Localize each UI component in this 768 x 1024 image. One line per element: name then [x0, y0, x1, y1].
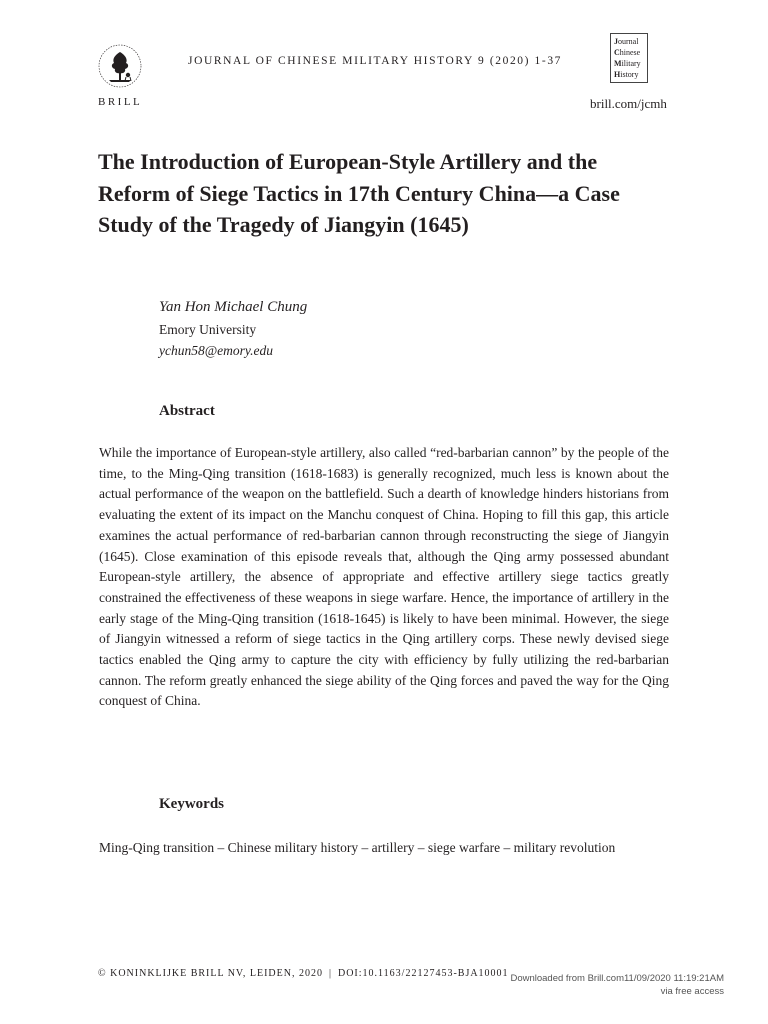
journal-logo-line-1: Journal: [614, 37, 639, 46]
journal-logo-line-3: Military: [614, 59, 641, 68]
abstract-text: While the importance of European-style artillery, also called “red-barbarian cannon” by the people of the time, to the Ming-Qing transition (1618-1683) is generally recognized, much less is known about the actual performance of the weapon on the battlefield. Such a dearth of knowledge hinders historians from evaluating the extent of its impact on the Manchu conquest of China. Hoping to fill this gap, this article examines the actual performance of red-barbarian cannon through reconstructing the siege of Jiangyin (1645). Close examination of this episode reveals that, although the Qing army possessed abundant European-style artillery, the absence of appropriate and effective artillery siege tactics greatly constrained the effectiveness of these weapons in siege warfare. Hence, the importance of artillery in the early stage of the Ming-Qing transition (1618-1645) is likely to have been minimal. However, the siege of Jiangyin witnessed a reform of siege tactics in the Qing artillery corps. These newly devised siege tactics enabled the Qing army to capture the city with efficiency by fully utilizing the red-barbarian cannon. The reform greatly enhanced the siege ability of the Qing forces and paved the way for the Qing conquest of China.: [99, 445, 669, 709]
author-affiliation: Emory University: [159, 322, 257, 337]
footer-copyright-doi: [98, 968, 509, 979]
footer-separator: |: [328, 968, 332, 979]
journal-logo-line-4: History: [614, 70, 639, 79]
brill-wordmark: BRILL: [98, 96, 143, 108]
running-head: JOURNAL OF CHINESE MILITARY HISTORY 9 (2020) 1-37: [188, 55, 563, 67]
abstract-heading: Abstract: [159, 403, 215, 419]
brill-logo-icon: [95, 43, 145, 89]
keywords-heading: Keywords: [159, 796, 224, 812]
doi-text[interactable]: DOI:10.1163/22127453-BJA10001: [337, 968, 509, 979]
author-name: Yan Hon Michael Chung: [159, 299, 308, 315]
author-email[interactable]: ychun58@emory.edu: [159, 343, 274, 358]
journal-site-link[interactable]: brill.com/jcmh: [590, 96, 667, 111]
access-note: via free access: [660, 986, 724, 997]
article-title: The Introduction of European-Style Artillery and the Reform of Siege Tactics in 17th Century China—a Case Study of the Tragedy of Jiangyin (1645): [98, 149, 620, 237]
journal-logo-line-2: Chinese: [614, 48, 641, 57]
download-timestamp: Downloaded from Brill.com11/09/2020 11:19:21AM: [510, 973, 724, 984]
copyright-notice: © KONINKLIJKE BRILL NV, LEIDEN, 2020: [98, 968, 323, 979]
keywords-text: Ming-Qing transition – Chinese military history – artillery – siege warfare – military revolution: [99, 840, 616, 855]
journal-logo-box: [610, 33, 648, 83]
download-watermark: [480, 972, 724, 998]
